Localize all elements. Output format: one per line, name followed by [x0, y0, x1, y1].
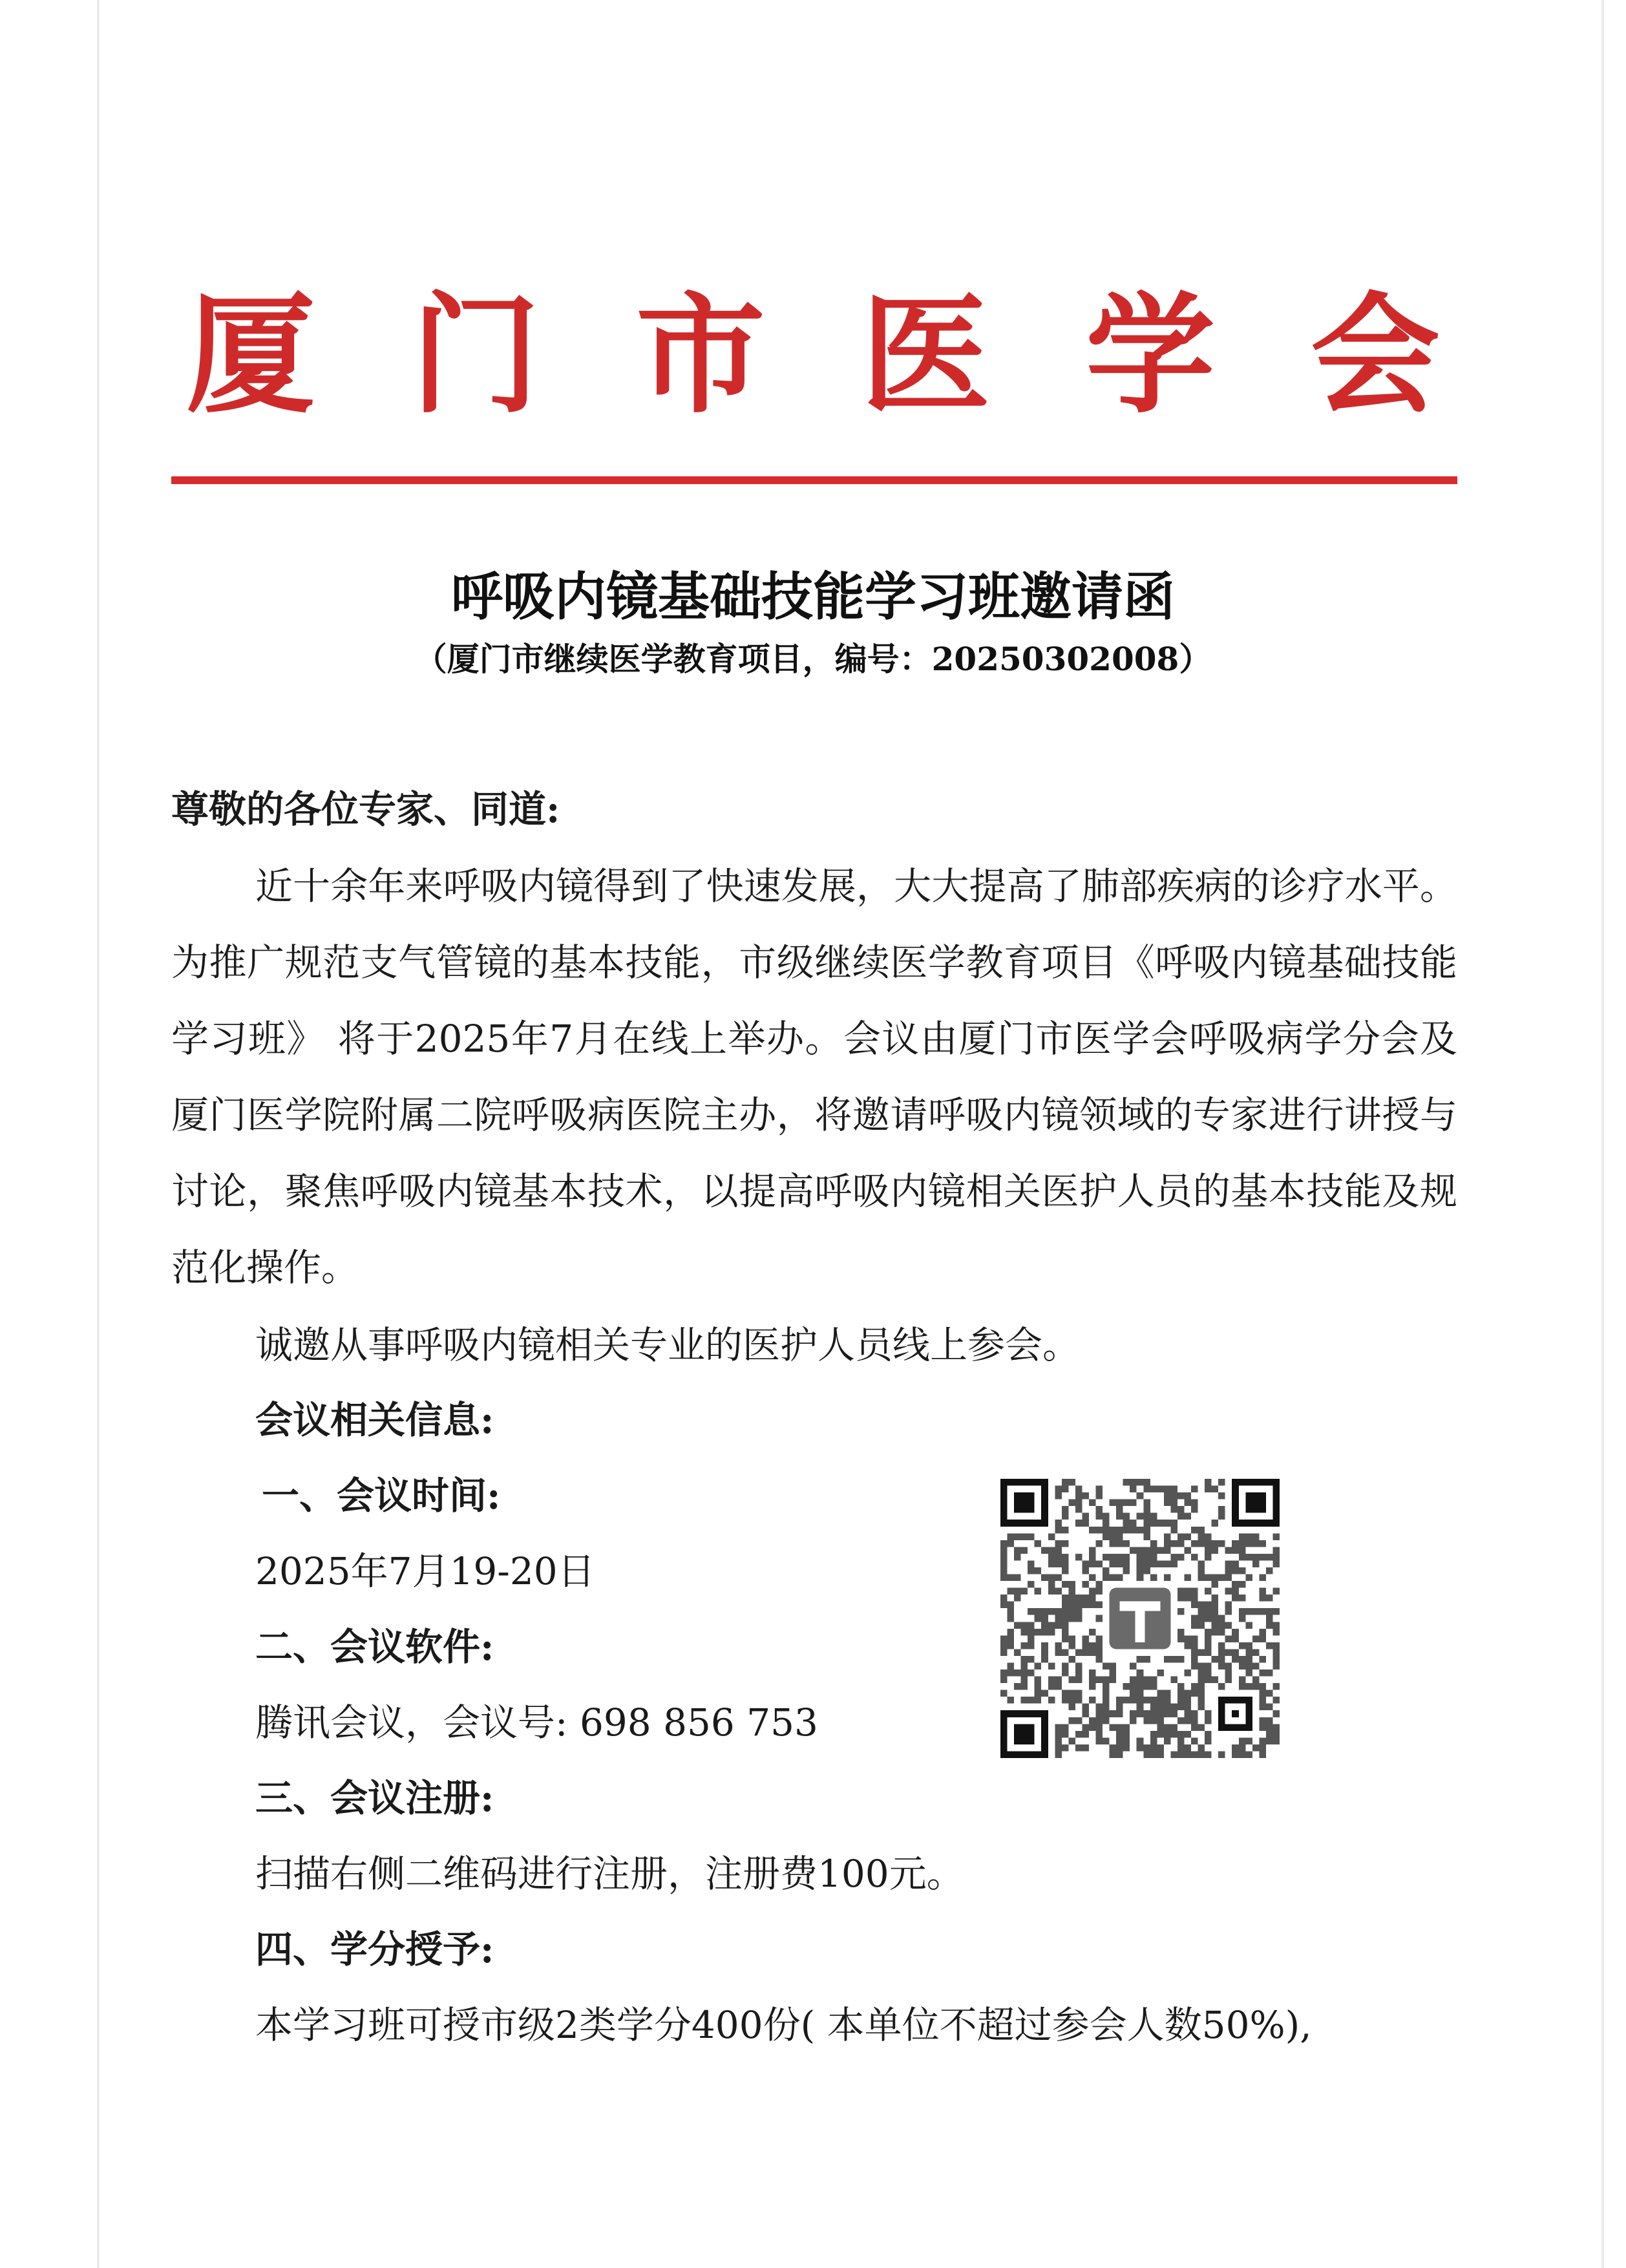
section-body-credit: 本学习班可授市级2类学分400份( 本单位不超过参会人数50%), [255, 2003, 1312, 2047]
section-body-register: 扫描右侧二维码进行注册，注册费100元。 [255, 1852, 964, 1896]
section-heading-register: 三、会议注册: [255, 1776, 494, 1820]
info-heading: 会议相关信息: [255, 1398, 494, 1442]
org-name: 厦门市医学会 [185, 279, 1536, 431]
qr-code-icon[interactable] [1000, 1479, 1280, 1758]
section-body-software: 腾讯会议，会议号: 698 856 753 [255, 1701, 818, 1744]
greeting: 尊敬的各位专家、同道: [171, 787, 560, 831]
section-heading-software: 二、会议软件: [255, 1625, 494, 1669]
header-red-rule [171, 476, 1457, 484]
section-heading-credit: 四、学分授予: [255, 1927, 494, 1971]
section-body-time: 2025年7月19-20日 [255, 1549, 595, 1593]
document-title: 呼吸内镜基础技能学习班邀请函 [451, 566, 1175, 627]
intro-paragraph: 近十余年来呼吸内镜得到了快速发展，大大提高了肺部疾病的诊疗水平。为推广规范支气管镜的基本技能，市级继续医学教育项目《呼吸内镜基础技能学习班》 将于2025年7月在线上举办。会议由厦门市医学会呼吸病学分会及厦门医学院附属二院呼吸病医院主办，将邀请呼吸内镜领域的专家进行讲授与讨论，聚焦呼吸内镜基本技术，以提高呼吸内镜相关医护人员的基本技能及规范化操作。 [171, 864, 1457, 1289]
invite-line: 诚邀从事呼吸内镜相关专业的医护人员线上参会。 [255, 1323, 1081, 1367]
section-heading-time: 一、会议时间: [262, 1474, 501, 1518]
document-subtitle: （厦门市继续医学教育项目，编号：20250302008） [414, 640, 1212, 678]
